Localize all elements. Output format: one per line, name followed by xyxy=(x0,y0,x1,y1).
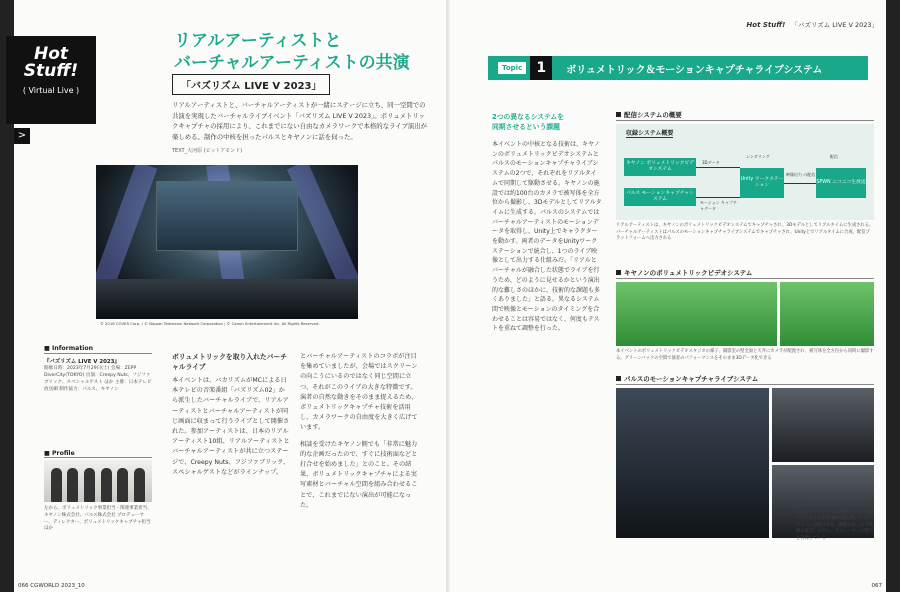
information-title: 『バズリズム LIVE V 2023』 xyxy=(44,359,120,365)
square-bullet-icon xyxy=(616,270,621,275)
body-column-1 xyxy=(172,352,290,478)
running-header-title: 「バズリズム LIVE V 2023」 xyxy=(791,21,878,29)
person-figure xyxy=(51,468,62,502)
diagram-label-render: レンダリング xyxy=(746,154,770,159)
panel-heading-text: 配信システムの概要 xyxy=(624,111,682,119)
section-title: ボリュメトリックを取り入れたバーチャルライブ xyxy=(172,353,288,371)
profile-photo xyxy=(44,460,152,502)
event-name-box: 「バズリズム LIVE V 2023」 xyxy=(172,74,330,95)
chevron-right-icon: > xyxy=(14,128,30,144)
person-figure xyxy=(117,468,128,502)
hot-stuff-subtitle: ( Virtual Live ) xyxy=(22,86,80,95)
right-subtitle-line2: 同期させるという課題 xyxy=(492,123,560,131)
control-room-photo xyxy=(772,388,874,462)
panel-heading xyxy=(616,110,874,121)
hot-stuff-logo: Hot Stuff! xyxy=(23,44,79,81)
information-text: 開催日時：2023年7月29日(土) 会場：ZEPP DiverCity(TOKYO) 出演：Creepy Nuts、フジファブリック、スペシャルゲスト ほか 主催：日本テレビ放送網 制作協力：パルス、キヤノン xyxy=(44,366,152,392)
text-credit: TEXT_大河原 (ビットアモンド) xyxy=(172,148,243,154)
stage-floor xyxy=(96,279,358,319)
body-text-1: 本イベントは、バカリズムがMCによる日本テレビの音楽番組「バズリズム02」から派生したバーチャルライブで、リアルアーティストとバーチャルアーティストが同じ画面に収まって行うライブとして開催された。参加アーティストは、日本のリアルアーティスト10組、リアルアーティストとバーチャルアーティストが共に立つステージで、Creepy Nuts、フジファブリック、スペシャルゲストなどがラインナップ。 xyxy=(172,377,290,476)
lead-paragraph: リアルアーティストと、バーチャルアーティストが一緒にステージに立ち、同一空間での共演を実現したバーチャルライブイベント「バズリズム LIVE V 2023」。ボリュメトリックキャプチャの採用により、これまでにない自由なカメラワークで本格的なライブ演出が楽しめる。制作の中核を担ったパルスとキヤノンに話を伺った。 xyxy=(172,101,428,141)
studio-photos xyxy=(616,282,874,346)
diagram-label-motion: モーション キャプチャデータ xyxy=(700,200,737,211)
panel-caption: 本イベントのボリュメトリックビデオスタジオの様子。撮影室の壁全面と天井にカメラが配置され、被写体を全方位から同時に撮影する。グリーンバックの空間で演者のパフォーマンスをそのまま3Dデータ化できる xyxy=(616,349,874,361)
diagram-title: 収録システム概要 xyxy=(626,130,674,137)
diagram-label-dist: 配信 xyxy=(830,154,838,159)
right-body-text: 本イベントの中核となる技術は、キヤノンのボリュメトリックビデオシステムとパルスのモーションキャプチャライブシステムの2つで、それぞれをリアルタイムで同期して駆動させる。キヤノンの施設では約100台のカメラで被写体を全方位から撮影し、3Dモデルとしてリアルタイムに生成する。パルスのシステムではバーチャルアーティストのモーションデータを取得し、Unity上でキャラクターを動かす。両者のデータをUnityワークステーションで統合し、1つのライブ映像として出力する仕組みだ。「リアルとバーチャルが融合した状態でライブを行うため、どのように見せるかという演出的な難しさのほかに、技術的な課題も多くありました」と語る。異なるシステム間で映像とモーションのタイミングを合わせることは容易ではなく、何度もテストを重ねて調整を行った。 xyxy=(492,141,602,333)
square-bullet-icon xyxy=(616,376,621,381)
person-figure xyxy=(67,468,78,502)
body-text-3: 相談を受けたキヤノン側でも「非常に魅力的な企画だったので、すぐに技術面などと打合せを始めました」とのこと。その結果、ボリュメトリックキャプチャによる実写素材とバーチャル空間を組み合わせることで、これまでにない演出が可能になった。 xyxy=(300,440,418,509)
body-text-2: とバーチャルアーティストのコラボが注目を集めていましたが、会場ではスクリーンの向こうにいるのではなく同じ空間に立つ、それがこのライブの大きな特徴です。演者の自然な動きをそのまま捉えるため、ボリュメトリックキャプチャ技術を活用し、カメラワークの自由度を大きく広げています。 xyxy=(300,353,418,432)
right-page xyxy=(450,0,900,592)
person-figure xyxy=(101,468,112,502)
canon-volumetric-panel xyxy=(616,268,874,362)
diagram-box-pulse: パルス モーションキャプチャシステム xyxy=(624,188,696,206)
diagram-arrow xyxy=(696,167,740,168)
information-heading: ■ Information xyxy=(44,345,152,354)
page-folio-left: 066 CGWORLD 2023_10 xyxy=(18,583,85,589)
diagram-box-spwn: SPWN ニコニコ生放送 xyxy=(816,168,866,198)
article-title-line2: バーチャルアーティストの共演 xyxy=(174,53,410,73)
concert-photo xyxy=(96,165,358,319)
panel-caption: パルスのライブ制作スタジオの様子。モーションキャプチャで取得したデータはリアルタイムでUnityへ送られ、キャラクターに反映される。複数のモニタで映像を確認しながら、オペレーターが進行を管理している xyxy=(796,503,874,541)
person-figure xyxy=(84,468,95,502)
right-subtitle xyxy=(492,112,564,132)
panel-caption: リアルアーティストは、キヤノンのボリュメトリックビデオシステムでキャプチャされ、3Dモデルとしてリアルタイムに生成される。バーチャルアーティストはパルスのモーションキャプチャライブシステムでキャプチャされ、Unity上でリアルタイムに合成、配信プラットフォームへ出力される xyxy=(616,223,874,241)
diagram-label-3d: 3Dデータ xyxy=(702,160,720,165)
running-header-logo: Hot Stuff! xyxy=(746,21,786,29)
article-title xyxy=(174,30,410,74)
topic-title: ボリュメトリック＆モーションキャプチャライブシステム xyxy=(566,64,823,76)
topic-banner xyxy=(488,56,868,80)
topic-label: Topic xyxy=(498,62,526,74)
person-figure xyxy=(134,468,145,502)
square-bullet-icon xyxy=(616,112,621,117)
body-column-2 xyxy=(300,352,418,511)
diagram-arrow xyxy=(784,183,816,184)
panel-heading-text: パルスのモーションキャプチャライブシステム xyxy=(624,375,759,383)
topic-number: 1 xyxy=(530,56,552,80)
diagram-label-video: 映像出力 の配信 xyxy=(786,172,816,177)
studio-photo xyxy=(616,282,777,346)
information-box xyxy=(44,345,152,393)
right-edge-bar xyxy=(886,0,900,592)
control-room-photo xyxy=(616,388,769,538)
diagram-box-canon: キヤノン ボリュメトリックビデオシステム xyxy=(624,158,696,176)
panel-heading xyxy=(616,268,874,279)
page-folio-right: 067 xyxy=(871,583,882,589)
panel-heading-text: キヤノンのボリュメトリックビデオシステム xyxy=(624,269,753,277)
hot-stuff-badge xyxy=(6,36,96,124)
stage-screen xyxy=(156,181,298,251)
diagram-arrow xyxy=(696,197,740,198)
running-header xyxy=(746,20,878,29)
system-diagram xyxy=(616,124,874,220)
profile-text: 左から、ボリュメトリック事業担当・関連事業担当、キヤノン株式会社、パルス株式会社 プロデューサー、ディレクター、ボリュメトリックキャプチャ担当 ほか xyxy=(44,506,152,532)
right-subtitle-line1: 2つの異なるシステムを xyxy=(492,113,565,121)
profile-heading: ■ Profile xyxy=(44,450,152,458)
panel-heading xyxy=(616,374,874,385)
diagram-box-unity: Unity ワークステーション xyxy=(740,168,784,198)
studio-photo xyxy=(780,282,874,346)
photo-credit: © 2016 COVER Corp. / © Nippon Television Network Corporation / © Canon Entertainment Inc. All Rights Reserved. xyxy=(100,321,320,326)
article-title-line1: リアルアーティストと xyxy=(174,31,342,51)
distribution-system-panel xyxy=(616,110,874,243)
